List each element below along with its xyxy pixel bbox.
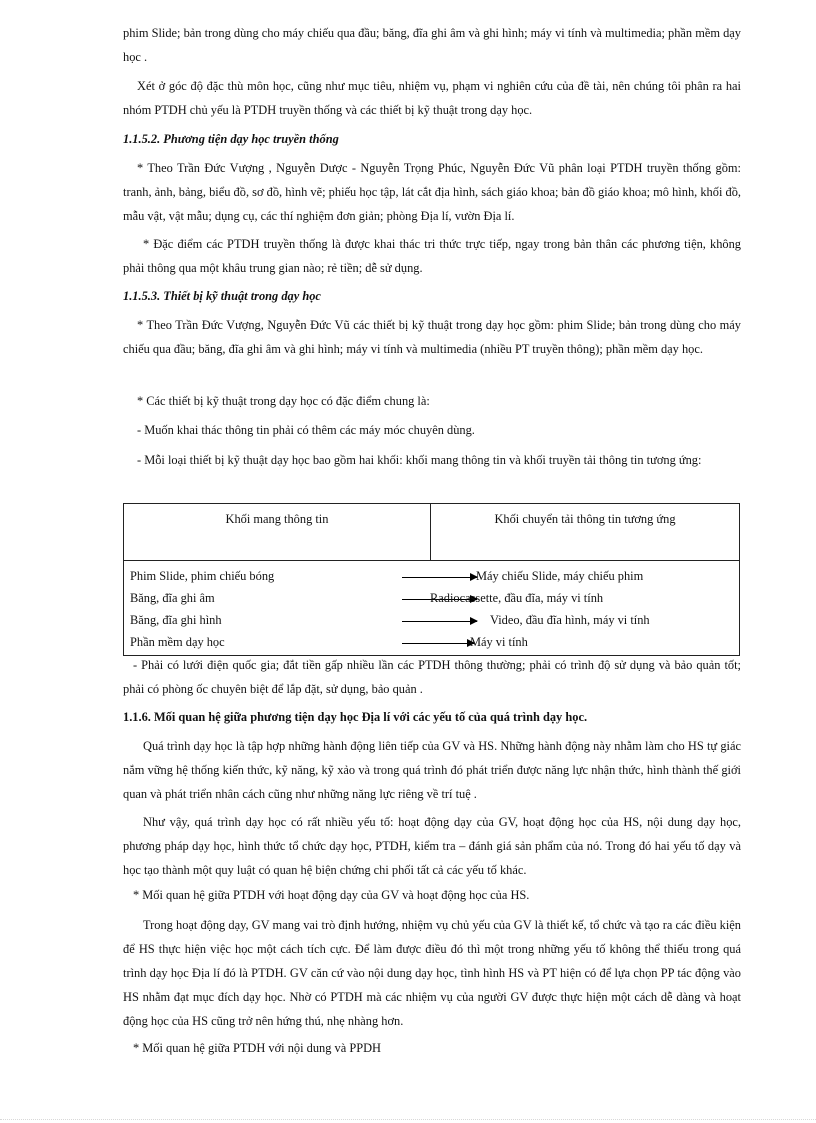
paragraph: Xét ở góc độ đặc thù môn học, cũng như mục tiêu, nhiệm vụ, phạm vi nghiên cứu của đề tài, nên chúng tôi phân ra hai nhóm PTDH chủ yếu là PTDH truyền thống và các thiết bị kỹ thuật trong dạy học.: [123, 79, 741, 117]
transmitter-item: Máy vi tính: [470, 635, 528, 649]
paragraph: * Theo Trần Đức Vượng , Nguyễn Dược - Nguyễn Trọng Phúc, Nguyễn Đức Vũ phân loại PTDH truyền thống gồm: tranh, ảnh, bảng, biểu đồ, sơ đồ, hình vẽ; phiếu học tập, lát cắt địa hình, sách giáo khoa; bản đồ giáo khoa; mô hình, khối đồ, mẫu vật, vật mẫu; dụng cụ, các thí nghiệm đơn giản; phòng Địa lí, vườn Địa lí.: [123, 161, 741, 223]
section-heading: 1.1.6. Mối quan hệ giữa phương tiện dạy học Địa lí với các yếu tố của quá trình dạy học.: [123, 710, 588, 724]
carrier-item: Băng, đĩa ghi hình: [130, 613, 222, 627]
paragraph: * Theo Trần Đức Vượng, Nguyễn Đức Vũ các thiết bị kỹ thuật trong dạy học gồm: phim Slide; bản trong dùng cho máy chiếu qua đầu; băng, đĩa ghi âm và ghi hình; máy vi tính và multimedia (nhiều PT truyền thông); phần mềm dạy học.: [123, 318, 741, 356]
paragraph: * Mối quan hệ giữa PTDH với nội dung và PPDH: [133, 1041, 381, 1055]
carrier-item: Phim Slide, phim chiếu bóng: [130, 569, 275, 583]
paragraph: * Đặc điểm các PTDH truyền thống là được khai thác tri thức trực tiếp, ngay trong bản thân các phương tiện, không phải thông qua một khâu trung gian nào; rẻ tiền; dễ sử dụng.: [123, 237, 741, 275]
arrow-icon: [402, 621, 477, 622]
paragraph: phim Slide; bản trong dùng cho máy chiếu qua đầu; băng, đĩa ghi âm và ghi hình; máy vi tính và multimedia; phần mềm dạy học .: [123, 26, 741, 64]
transmitter-item: Radiocassette, đầu đĩa, máy vi tính: [430, 591, 604, 605]
paragraph: * Các thiết bị kỹ thuật trong dạy học có đặc điểm chung là:: [137, 394, 430, 408]
carrier-item: Phần mềm dạy học: [130, 635, 225, 649]
section-heading: 1.1.5.3. Thiết bị kỹ thuật trong dạy học: [123, 289, 321, 303]
paragraph: Quá trình dạy học là tập hợp những hành động liên tiếp của GV và HS. Những hành động này nhằm làm cho HS tự giác nắm vững hệ thống kiến thức, kỹ năng, kỹ xảo và trong quá trình đó phát triển được năng lực nhận thức, hình thành thế giới quan và phát triển nhân cách cũng như những năng lực riêng về trí tuệ .: [123, 739, 741, 801]
transmitter-item: Máy chiếu Slide, máy chiếu phim: [476, 569, 644, 583]
arrow-icon: [402, 577, 477, 578]
table-header-transmitter: Khối chuyển tải thông tin tương ứng: [431, 504, 740, 561]
paragraph: * Mối quan hệ giữa PTDH với hoạt động dạy của GV và hoạt động học của HS.: [133, 888, 530, 902]
paragraph: - Muốn khai thác thông tin phải có thêm các máy móc chuyên dùng.: [137, 423, 475, 437]
carrier-item: Băng, đĩa ghi âm: [130, 591, 215, 605]
transmitter-item: Video, đầu đĩa hình, máy vi tính: [490, 613, 650, 627]
arrow-icon: [402, 643, 474, 644]
page-divider: [0, 1119, 816, 1120]
paragraph: - Phải có lưới điện quốc gia; đắt tiền gấp nhiều lần các PTDH thông thường; phải có trình độ sử dụng và bảo quản tốt; phải có phòng ốc chuyên biệt để lắp đặt, sử dụng, bảo quản .: [123, 658, 741, 696]
section-heading: 1.1.5.2. Phương tiện dạy học truyền thống: [123, 132, 339, 146]
table-header-carrier: Khối mang thông tin: [124, 504, 431, 561]
paragraph: Trong hoạt động dạy, GV mang vai trò định hướng, nhiệm vụ chủ yếu của GV là thiết kế, tổ chức và tạo ra các điều kiện để HS thực hiện việc học một cách tích cực. Để làm được điều đó thì một trong những yếu tố không thể thiếu trong quá trình dạy học Địa lí đó là PTDH. GV căn cứ vào nội dung dạy học, tình hình HS và PT hiện có để lựa chọn PP tác động vào HS nhằm đạt mục đích dạy học. Nhờ có PTDH mà các nhiệm vụ của người GV được thực hiện một cách dễ dàng và hoạt động học của HS cũng trở nên hứng thú, nhẹ nhàng hơn.: [123, 918, 741, 1028]
paragraph: - Mỗi loại thiết bị kỹ thuật dạy học bao gồm hai khối: khối mang thông tin và khối truyền tải thông tin tương ứng:: [137, 453, 702, 467]
paragraph: Như vậy, quá trình dạy học có rất nhiều yếu tố: hoạt động dạy của GV, hoạt động học của HS, nội dung dạy học, phương pháp dạy học, hình thức tổ chức dạy học, PTDH, kiểm tra – đánh giá sản phẩm của nó. Trong đó hai yếu tố dạy và học tạo thành một quy luật có quan hệ biện chứng chi phối tất cả các yếu tố khác.: [123, 815, 741, 877]
equipment-table: [123, 503, 740, 656]
table-body: [124, 561, 740, 656]
